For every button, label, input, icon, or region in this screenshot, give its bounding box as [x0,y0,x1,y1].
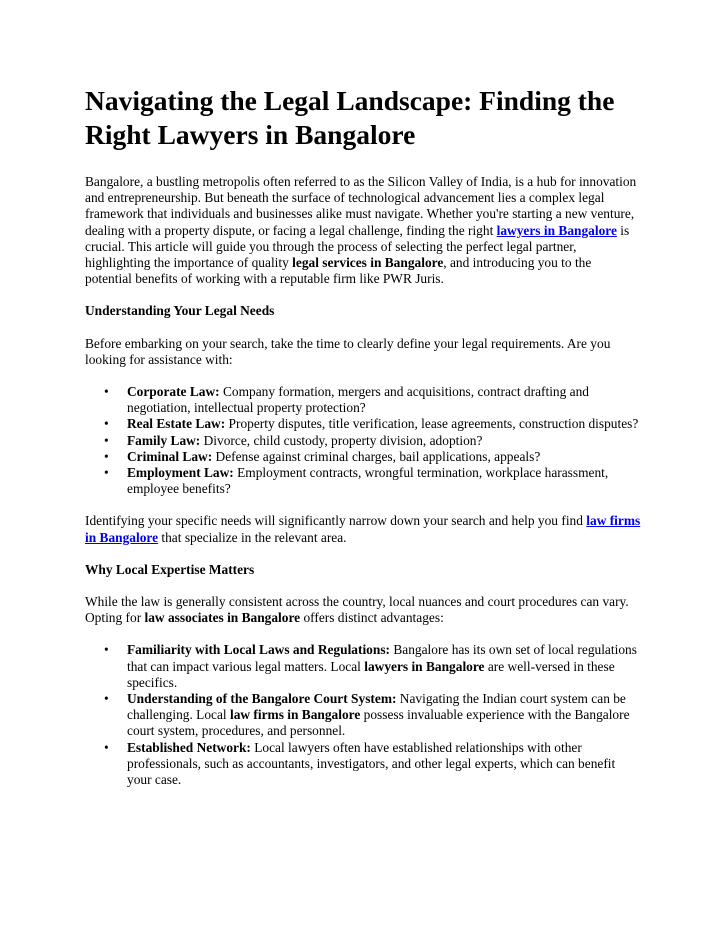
law-firms-in-bangalore-link[interactable]: law firms in Bangalore [85,513,641,545]
legal-needs-list [85,384,641,497]
intro-text-1: Bangalore, a bustling metropolis often referred to as the Silicon Valley of India, is a hub for innovation and entrepreneurship. But beneath the surface of technological advancement lies a complex legal framework that individuals and businesses alike must navigate. Whether you're starting a new venture, dealing with a property dispute, or facing a legal challenge, finding the right [85,174,637,238]
list-item [85,740,641,789]
closing-text-2: that specialize in the relevant area. [158,529,347,545]
list-item-term: Familiarity with Local Laws and Regulations: [127,642,390,658]
intro-text-3: , and introducing you to the potential benefits of working with a reputable firm like PWR Juris. [85,255,592,287]
lead-bold: law associates in Bangalore [144,610,301,626]
list-item [85,384,641,416]
list-item-text: Defense against criminal charges, bail applications, appeals? [212,448,541,464]
list-item [85,416,641,432]
section-heading-legal-needs: Understanding Your Legal Needs [85,303,275,319]
list-item-text: Property disputes, title verification, lease agreements, construction disputes? [225,416,639,432]
list-item-term: Corporate Law: [127,384,220,400]
list-item-text: Company formation, mergers and acquisitions, contract drafting and negotiation, intellectual property protection? [127,384,589,416]
list-item-text: Bangalore has its own set of local regulations that can impact various legal matters. Local [127,642,637,674]
list-item-text-end: are well-versed in these specifics. [127,658,615,690]
list-item-term: Criminal Law: [127,448,213,464]
list-item-text: Employment contracts, wrongful termination, workplace harassment, employee benefits? [127,465,609,497]
list-item-text: Local lawyers often have established relationships with other professionals, such as accountants, investigators, and other legal experts, which can benefit your case. [127,739,616,788]
bullet-icon: • [104,465,109,481]
page-title: Navigating the Legal Landscape: Finding the Right Lawyers in Bangalore [85,85,615,150]
intro-text-2: is crucial. This article will guide you through the process of selecting the perfect legal partner, highlighting the importance of quality [85,222,630,271]
bullet-icon: • [104,384,109,400]
section-heading-local-expertise: Why Local Expertise Matters [85,561,255,577]
list-item-bold: lawyers in Bangalore [364,658,485,674]
lead-text-2: offers distinct advantages: [300,610,444,626]
closing-text-1: Identifying your specific needs will significantly narrow down your search and help you find [85,513,587,529]
list-item [85,449,641,465]
list-item-term: Understanding of the Bangalore Court System: [127,691,397,707]
lead-text-1: While the law is generally consistent across the country, local nuances and court procedures can vary. Opting for [85,594,629,626]
list-item-term: Family Law: [127,432,201,448]
section2-lead [85,594,641,626]
list-item [85,465,641,497]
section1-closing [85,513,641,545]
bullet-icon: • [104,416,109,432]
article-body [85,84,641,804]
list-item-term: Established Network: [127,739,251,755]
list-item-term: Employment Law: [127,465,234,481]
intro-paragraph [85,174,641,287]
list-item-bold: law firms in Bangalore [230,707,361,723]
bullet-icon: • [104,432,109,448]
list-item [85,691,641,740]
list-item-text-end: possess invaluable experience with the Bangalore court system, procedures, and personnel. [127,707,630,739]
bullet-icon: • [104,691,109,707]
list-item-text: Divorce, child custody, property division, adoption? [200,432,483,448]
list-item-term: Real Estate Law: [127,416,226,432]
list-item [85,433,641,449]
list-item-text: Navigating the Indian court system can be challenging. Local [127,691,626,723]
lawyers-in-bangalore-link[interactable]: lawyers in Bangalore [496,222,617,238]
bullet-icon: • [104,739,109,755]
list-item [85,642,641,691]
local-expertise-list [85,642,641,788]
bullet-icon: • [104,642,109,658]
intro-bold: legal services in Bangalore [292,255,444,271]
bullet-icon: • [104,448,109,464]
section1-lead: Before embarking on your search, take the time to clearly define your legal requirements. Are you looking for assistance with: [85,335,611,367]
